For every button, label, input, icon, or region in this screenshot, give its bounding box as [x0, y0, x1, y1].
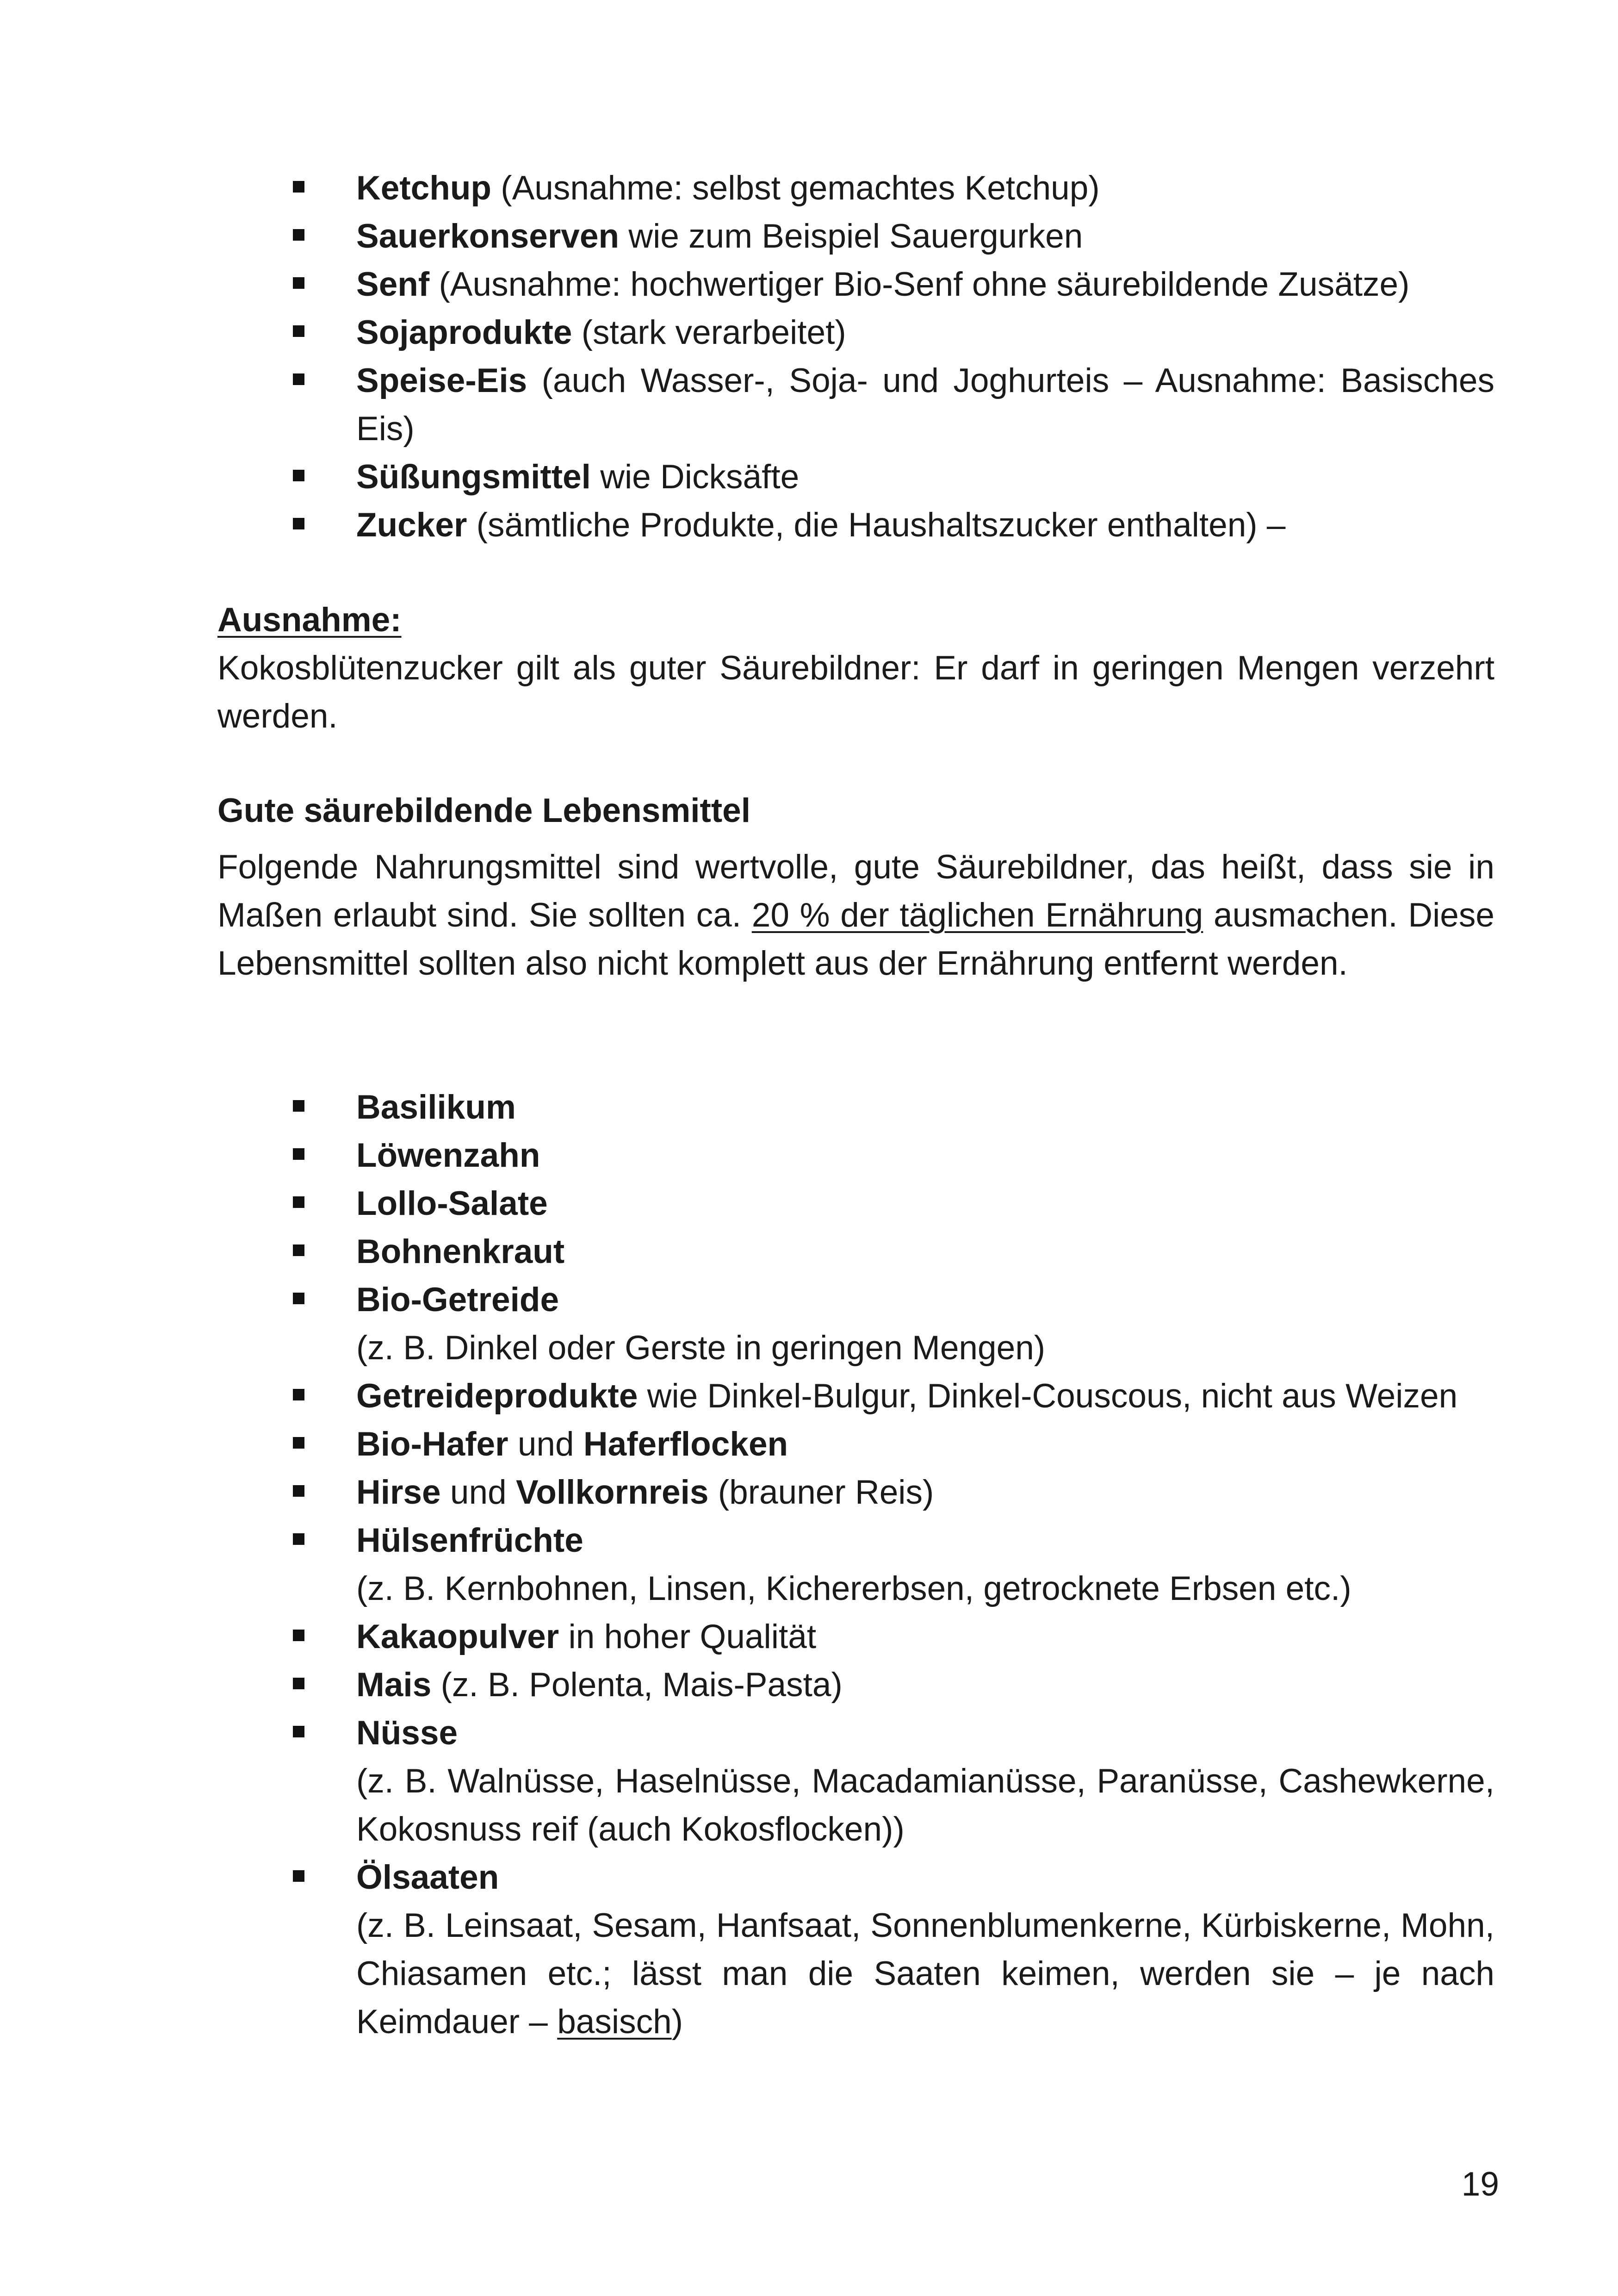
item-term: Lollo-Salate	[356, 1185, 548, 1222]
list-item	[217, 261, 1494, 309]
bullet-square-icon	[293, 1244, 304, 1256]
list-item	[217, 1083, 1494, 1132]
item-term: Speise-Eis	[356, 362, 527, 399]
item-note-end: )	[671, 2003, 683, 2041]
intro-text-part1: Folgende Nahrungsmittel sind wertvolle, gute Säurebildner, das heißt, dass sie in Maßen erlaubt sind. Sie sollten ca.	[217, 848, 1494, 934]
item-term: Bohnenkraut	[356, 1233, 565, 1270]
intro-paragraph	[217, 843, 1494, 988]
item-text: (auch Wasser-, Soja- und Joghurteis – Ausnahme: Basisches Eis)	[356, 362, 1494, 448]
list-item	[217, 1420, 1494, 1468]
bullet-square-icon	[293, 1437, 304, 1449]
item-term: Basilikum	[356, 1089, 516, 1126]
item-text: in hoher Qualität	[559, 1618, 817, 1655]
item-text: und	[508, 1425, 583, 1463]
item-note: (z. B. Walnüsse, Haselnüsse, Macadamianüsse, Paranüsse, Cashewkerne, Kokosnuss reif (auch Kokosflocken))	[356, 1762, 1494, 1848]
item-term: Bio-Getreide	[356, 1281, 559, 1319]
list-item	[217, 1517, 1494, 1613]
item-term: Ölsaaten	[356, 1859, 499, 1896]
avoid-list-continued	[217, 164, 1494, 549]
item-text: (Ausnahme: hochwertiger Bio-Senf ohne säurebildende Zusätze)	[429, 266, 1410, 303]
exception-block	[217, 596, 1494, 740]
item-text: (sämtliche Produkte, die Haushaltszucker enthalten) –	[467, 506, 1286, 544]
list-item	[217, 357, 1494, 453]
item-term: Getreideprodukte	[356, 1377, 638, 1415]
item-text: wie Dicksäfte	[590, 458, 800, 496]
list-item	[217, 1709, 1494, 1854]
list-item	[217, 1854, 1494, 2046]
item-note: (z. B. Dinkel oder Gerste in geringen Mengen)	[356, 1329, 1046, 1367]
item-term: Löwenzahn	[356, 1137, 540, 1174]
item-text: wie zum Beispiel Sauergurken	[619, 218, 1083, 255]
item-term: Hirse	[356, 1474, 441, 1511]
list-item	[217, 309, 1494, 357]
bullet-square-icon	[293, 1196, 304, 1208]
bullet-square-icon	[293, 325, 304, 337]
list-item	[217, 1372, 1494, 1420]
item-text: (brauner Reis)	[708, 1474, 934, 1511]
item-term: Sauerkonserven	[356, 218, 620, 255]
bullet-square-icon	[293, 181, 304, 193]
page-number: 19	[1461, 2165, 1499, 2203]
list-item	[217, 164, 1494, 212]
bullet-square-icon	[293, 1678, 304, 1689]
list-item	[217, 1613, 1494, 1661]
item-text: (z. B. Polenta, Mais-Pasta)	[431, 1666, 843, 1704]
section-heading: Gute säurebildende Lebensmittel	[217, 792, 751, 829]
item-term: Hülsenfrüchte	[356, 1522, 583, 1559]
list-item	[217, 1228, 1494, 1276]
item-term: Vollkornreis	[515, 1474, 709, 1511]
bullet-square-icon	[293, 229, 304, 241]
bullet-square-icon	[293, 1630, 304, 1641]
item-text: und	[440, 1474, 516, 1511]
list-item	[217, 212, 1494, 261]
section-heading-wrap	[217, 787, 1494, 835]
good-acid-foods-list	[217, 1083, 1494, 2046]
item-text: (stark verarbeitet)	[572, 314, 846, 351]
bullet-square-icon	[293, 373, 304, 385]
item-term: Mais	[356, 1666, 432, 1704]
bullet-square-icon	[293, 1870, 304, 1882]
list-item	[217, 501, 1494, 549]
item-text: (Ausnahme: selbst gemachtes Ketchup)	[491, 169, 1100, 207]
item-term: Sojaprodukte	[356, 314, 572, 351]
list-item	[217, 1180, 1494, 1228]
exception-text: Kokosblütenzucker gilt als guter Säurebildner: Er darf in geringen Mengen verzehrt werden.	[217, 649, 1494, 735]
item-term: Zucker	[356, 506, 467, 544]
list-item	[217, 1276, 1494, 1372]
list-item	[217, 1661, 1494, 1709]
item-note: (z. B. Kernbohnen, Linsen, Kichererbsen, getrocknete Erbsen etc.)	[356, 1570, 1351, 1607]
bullet-square-icon	[293, 470, 304, 481]
bullet-square-icon	[293, 1148, 304, 1160]
bullet-square-icon	[293, 1293, 304, 1304]
bullet-square-icon	[293, 277, 304, 289]
list-item	[217, 1132, 1494, 1180]
list-item	[217, 1468, 1494, 1517]
intro-underlined-text: 20 % der täglichen Ernährung	[751, 896, 1203, 934]
item-term: Senf	[356, 266, 430, 303]
item-term: Nüsse	[356, 1714, 458, 1752]
item-term: Süßungsmittel	[356, 458, 591, 496]
item-underlined-text: basisch	[557, 2003, 672, 2041]
bullet-square-icon	[293, 518, 304, 529]
item-term: Haferflocken	[583, 1425, 788, 1463]
bullet-square-icon	[293, 1726, 304, 1737]
intro-text-part2: ausmachen. Diese Lebensmittel sollten also nicht komplett aus der Ernährung entfernt werden.	[217, 896, 1494, 982]
bullet-square-icon	[293, 1533, 304, 1545]
bullet-square-icon	[293, 1389, 304, 1400]
item-text: wie Dinkel-Bulgur, Dinkel-Couscous, nicht aus Weizen	[638, 1377, 1458, 1415]
item-term: Ketchup	[356, 169, 491, 207]
bullet-square-icon	[293, 1100, 304, 1112]
item-note: (z. B. Leinsaat, Sesam, Hanfsaat, Sonnenblumenkerne, Kürbiskerne, Mohn, Chiasamen etc.; lässt man die Saaten keimen, werden sie – je nach Keimdauer –	[356, 1907, 1494, 2041]
list-item	[217, 453, 1494, 501]
item-term: Kakaopulver	[356, 1618, 559, 1655]
bullet-square-icon	[293, 1485, 304, 1497]
exception-heading: Ausnahme:	[217, 601, 402, 639]
item-term: Bio-Hafer	[356, 1425, 508, 1463]
